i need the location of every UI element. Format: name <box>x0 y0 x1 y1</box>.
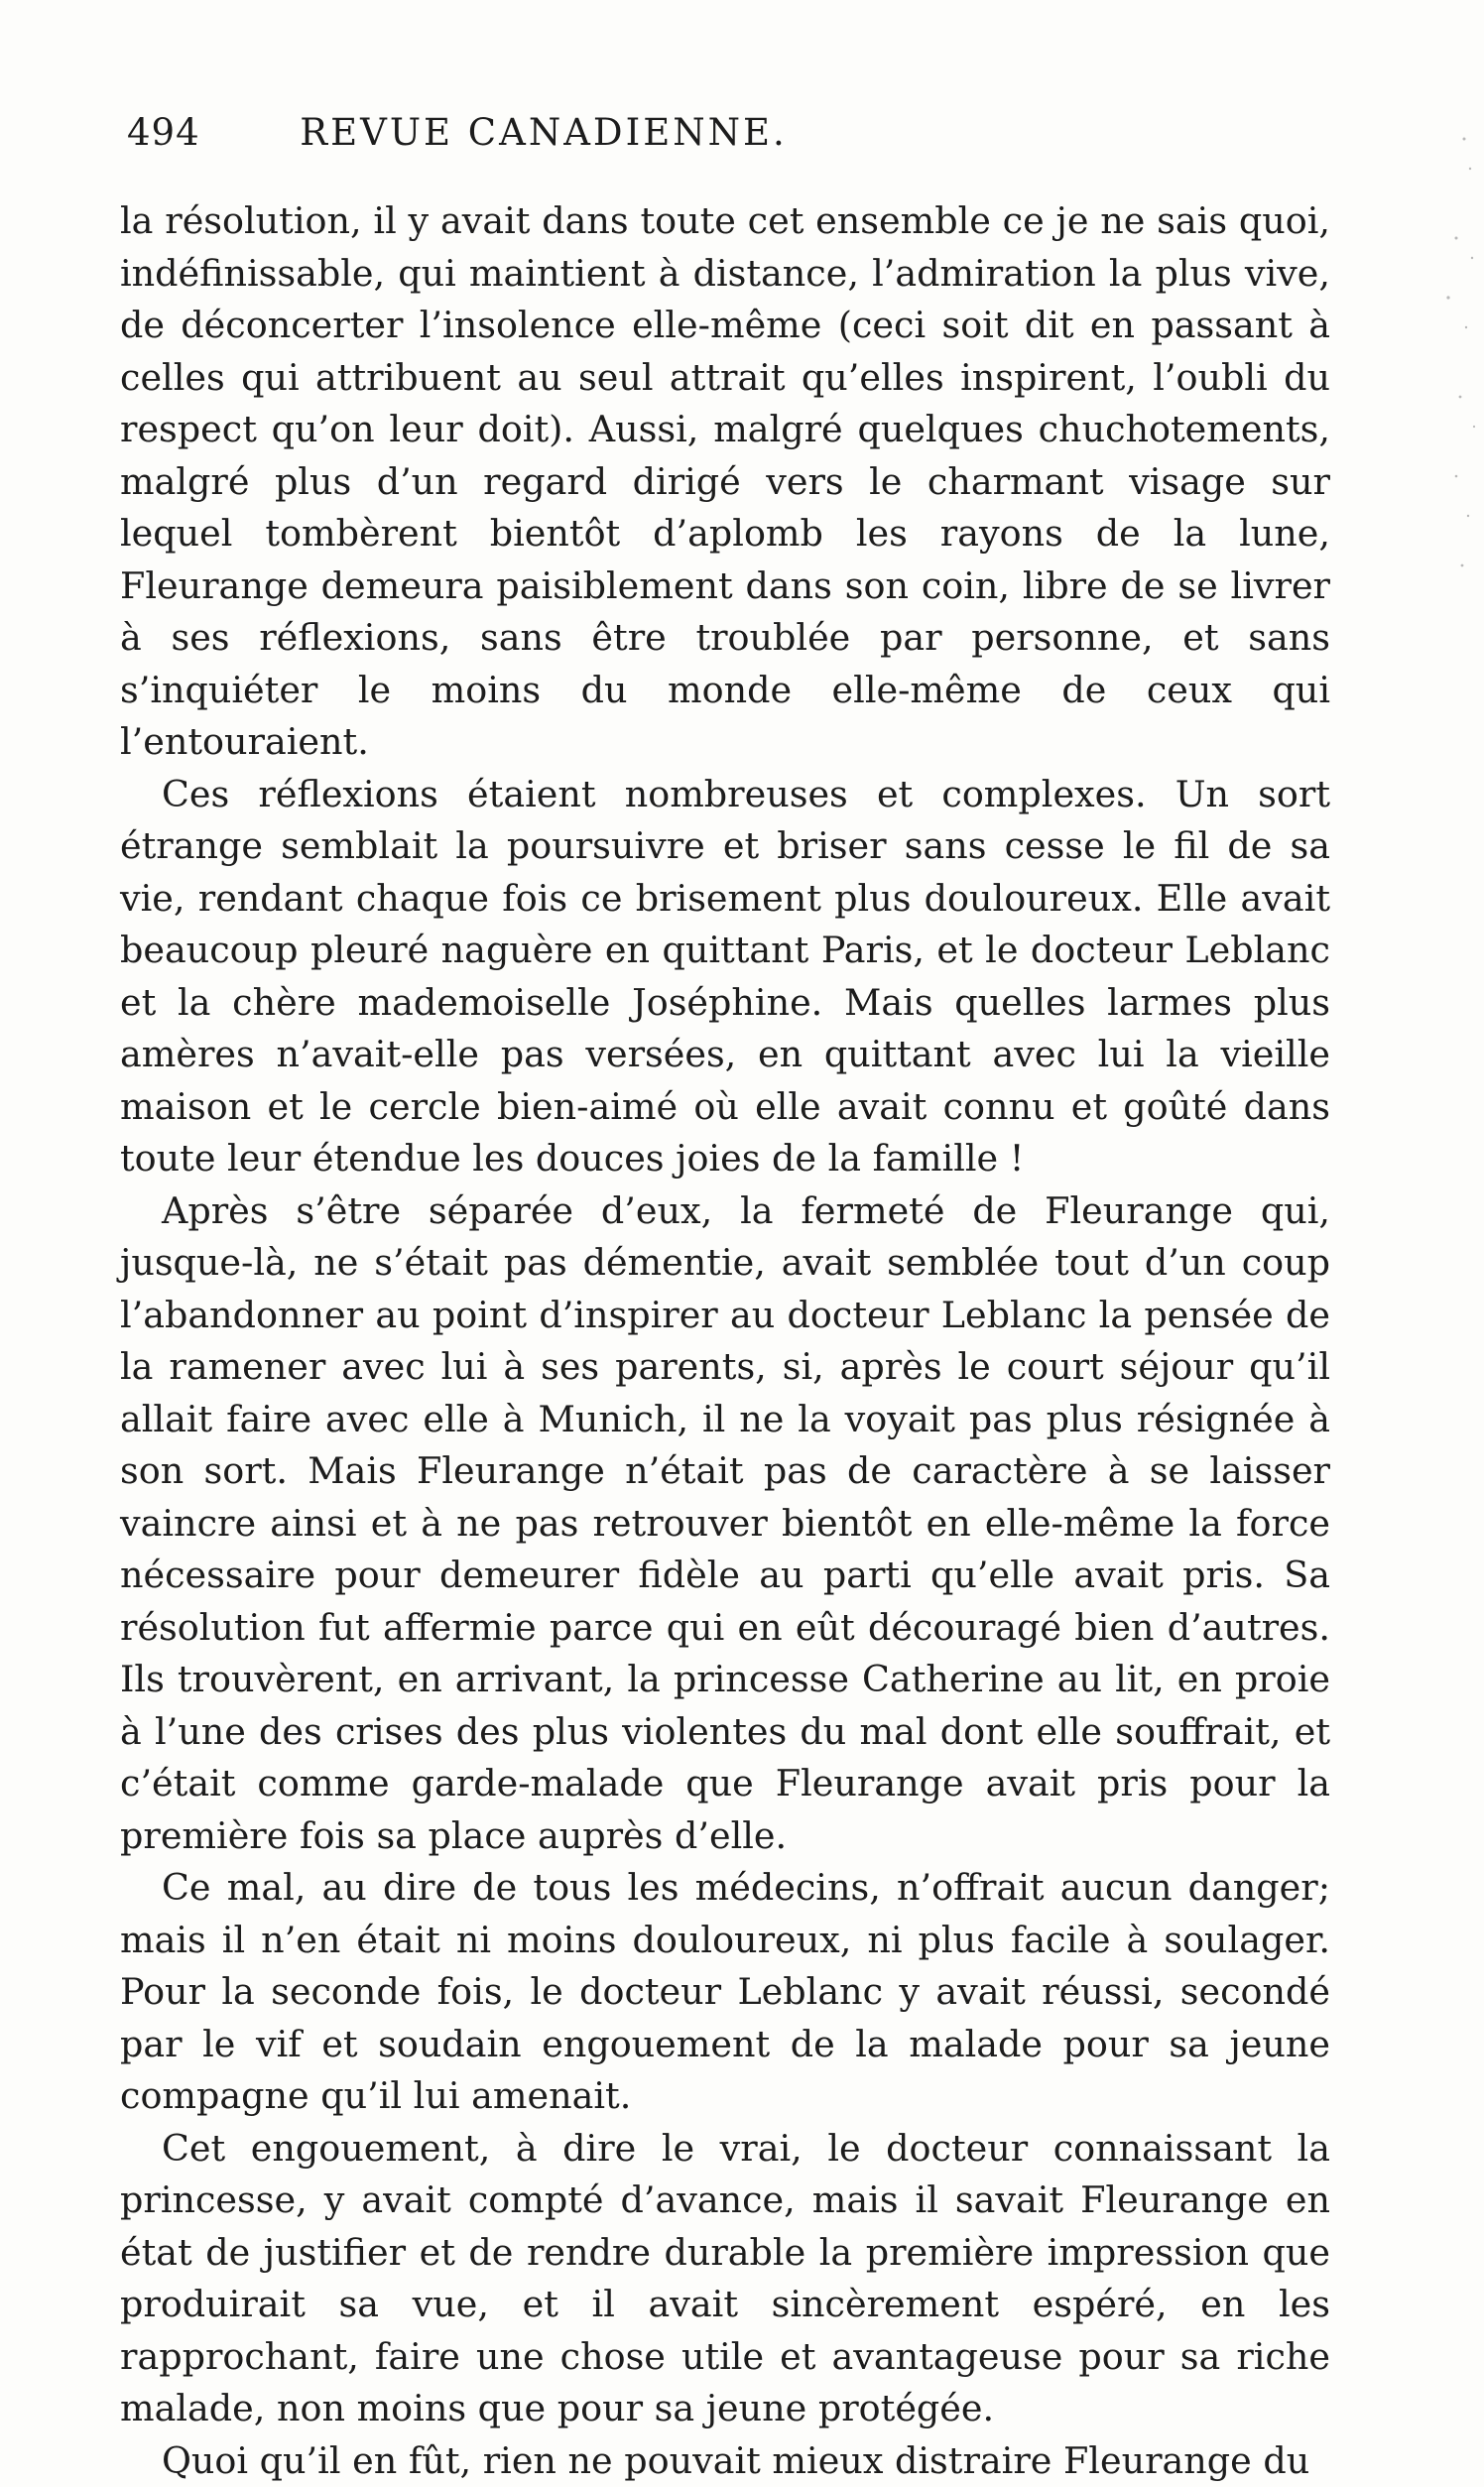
page-number: 494 <box>127 111 200 154</box>
paragraph: Ce mal, au dire de tous les médecins, n’offrait aucun danger; mais il n’en était ni moins douloureux, ni plus facile à soulager. Pour la seconde fois, le docteur Leblanc y avait réussi, secondé par le vif et soudain engouement de la malade pour sa jeune compagne qu’il lui amenait. <box>120 1862 1330 2123</box>
body-text <box>120 195 1330 2487</box>
scan-edge-marks <box>1426 99 1484 615</box>
paragraph: Quoi qu’il en fût, rien ne pouvait mieux distraire Fleurange du <box>120 2435 1330 2487</box>
running-title: REVUE CANADIENNE. <box>127 111 960 154</box>
paragraph: Après s’être séparée d’eux, la fermeté de Fleurange qui, jusque-là, ne s’était pas démentie, avait semblée tout d’un coup l’abandonner au point d’inspirer au docteur Leblanc la pensée de la ramener avec lui à ses parents, si, après le court séjour qu’il allait faire avec elle à Munich, il ne la voyait pas plus résignée à son sort. Mais Fleurange n’était pas de caractère à se laisser vaincre ainsi et à ne pas retrouver bientôt en elle-même la force nécessaire pour demeurer fidèle au parti qu’elle avait pris. Sa résolution fut affermie parce qui en eût découragé bien d’autres. Ils trouvèrent, en arrivant, la princesse Catherine au lit, en proie à l’une des crises des plus violentes du mal dont elle souffrait, et c’était comme garde-malade que Fleurange avait pris pour la première fois sa place auprès d’elle. <box>120 1185 1330 1863</box>
paragraph: Ces réflexions étaient nombreuses et complexes. Un sort étrange semblait la poursuivre et briser sans cesse le fil de sa vie, rendant chaque fois ce brisement plus douloureux. Elle avait beaucoup pleuré naguère en quittant Paris, et le docteur Leblanc et la chère mademoiselle Joséphine. Mais quelles larmes plus amères n’avait-elle pas versées, en quittant avec lui la vieille maison et le cercle bien-aimé où elle avait connu et goûté dans toute leur étendue les douces joies de la famille ! <box>120 769 1330 1185</box>
page-header <box>127 111 960 163</box>
paragraph: la résolution, il y avait dans toute cet ensemble ce je ne sais quoi, indéfinissable, qui maintient à distance, l’admiration la plus vive, de déconcerter l’insolence elle-même (ceci soit dit en passant à celles qui attribuent au seul attrait qu’elles inspirent, l’oubli du respect qu’on leur doit). Aussi, malgré quelques chuchotements, malgré plus d’un regard dirigé vers le charmant visage sur lequel tombèrent bientôt d’aplomb les rayons de la lune, Fleurange demeura paisiblement dans son coin, libre de se livrer à ses réflexions, sans être troublée par personne, et sans s’inquiéter le moins du monde elle-même de ceux qui l’entouraient. <box>120 195 1330 769</box>
paragraph: Cet engouement, à dire le vrai, le docteur connaissant la princesse, y avait compté d’avance, mais il savait Fleurange en état de justifier et de rendre durable la première impression que produirait sa vue, et il avait sincèrement espéré, en les rapprochant, faire une chose utile et avantageuse pour sa riche malade, non moins que pour sa jeune protégée. <box>120 2123 1330 2435</box>
